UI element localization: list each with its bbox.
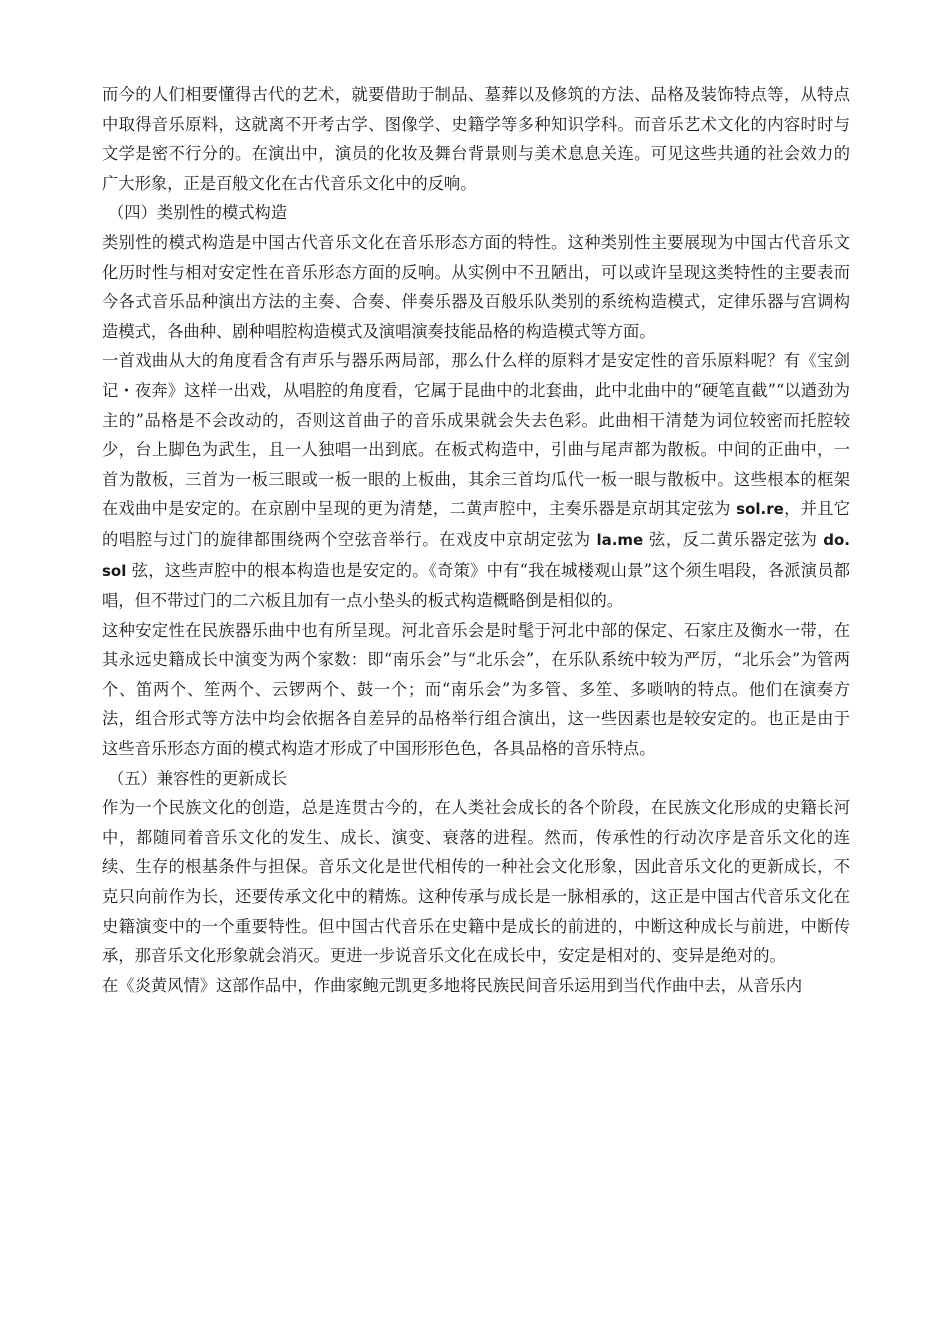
section-heading-5: （五）兼容性的更新成长 — [108, 768, 288, 788]
paragraph-inheritance-development: 作为一个民族文化的创造，总是连贯古今的，在人类社会成长的各个阶段，在民族文化形成的史籍长河中，都随同着音乐文化的发生、成长、演变、衰落的进程。然而，传承性的行动次序是音乐文化的连续、生存的根基条件与担保。音乐文化是世代相传的一种社会文化形象，因此音乐文化的更新成长，不克只向前作为长，还要传承文化中的精炼。这种传承与成长是一脉相承的，这正是中国古代音乐文化在史籍演变中的一个重要特性。但中国古代音乐在史籍中是成长的前进的，中断这种成长与前进，中断传承，那音乐文化形象就会消灭。更进一步说音乐文化在成长中，安定是相对的、变异是绝对的。 — [102, 798, 850, 966]
paragraph-instrumental-stability: 这种安定性在民族器乐曲中也有所呈现。河北音乐会是时髦于河北中部的保定、石家庄及衡水一带，在其永远史籍成长中演变为两个家数：即“南乐会”与“北乐会”，在乐队系统中较为严厉，“北乐会”为管两个、笛两个、笙两个、云锣两个、鼓一个；而“南乐会”为多管、多笙、多唢呐的特点。他们在演奏方法，组合形式等方法中均会依据各自差异的品格举行组合演出，这一些因素也是较安定的。也正是由于这些音乐形态方面的模式构造才形成了中国形形色色，各具品格的音乐特点。 — [102, 620, 850, 759]
paragraph-opera-stability — [102, 346, 850, 615]
paragraph-cultural-links: 而今的人们相要懂得古代的艺术，就要借助于制品、墓葬以及修筑的方法、品格及装饰特点等，从特点中取得音乐原料，这就离不开考古学、图像学、史籍学等多种知识学科。而音乐艺术文化的内容时时与文学是密不行分的。在演出中，演员的化妆及舞台背景则与美术息息关连。可见这些共通的社会效力的广大形象，正是百般文化在古代音乐文化中的反响。 — [102, 85, 850, 193]
paragraph-category-structure: 类别性的模式构造是中国古代音乐文化在音乐形态方面的特性。这种类别性主要展现为中国古代音乐文化历时性与相对安定性在音乐形态方面的反响。从实例中不丑陋出，可以或许呈现这类特性的主要表而今各式音乐品种演出方法的主奏、合奏、伴奏乐器及百般乐队类别的系统构造模式，定律乐器与宫调构造模式，各曲种、剧种唱腔构造模式及演唱演奏技能品格的构造模式等方面。 — [102, 232, 850, 341]
tuning-notation: do. sol — [102, 530, 850, 580]
paragraph-yanhuang-example: 在《炎黄风情》这部作品中，作曲家鲍元凯更多地将民族民间音乐运用到当代作曲中去，从音乐内 — [102, 975, 803, 995]
paragraph-text: 弦，这些声腔中的根本构造也是安定的。《奇策》中有“我在城楼观山景”这个须生唱段，各派演员都唱，但不带过门的二六板且加有一点小垫头的板式构造概略倒是相似的。 — [102, 560, 850, 611]
tuning-notation: la.me — [596, 530, 644, 549]
paragraph-text: 弦，反二黄乐器定弦为 — [643, 529, 824, 549]
tuning-notation: sol.re — [736, 500, 784, 519]
section-heading-4: （四）类别性的模式构造 — [108, 203, 288, 223]
document-body — [102, 80, 850, 1000]
paragraph-text: ，并且它的唱腔与过门的旋律都围绕两个空弦音举行。在戏皮中京胡定弦为 — [102, 499, 850, 549]
paragraph-text: 一首戏曲从大的角度看含有声乐与器乐两局部，那么什么样的原料才是安定性的音乐原料呢？有《宝剑记・夜奔》这样一出戏，从唱腔的角度看，它属于昆曲中的北套曲，此中北曲中的“硬笔直截”“以遒劲为主的”品格是不会改动的，否则这首曲子的音乐成果就会失去色彩。此曲相干清楚为词位较密而托腔较少，台上脚色为武生，且一人独唱一出到底。在板式构造中，引曲与尾声都为散板。中间的正曲中，一首为散板，三首为一板三眼或一板一眼的上板曲，其余三首均瓜代一板一眼与散板中。这些根本的框架在戏曲中是安定的。在京剧中呈现的更为清楚，二黄声腔中，主奏乐器是京胡其定弦为 — [102, 351, 850, 519]
